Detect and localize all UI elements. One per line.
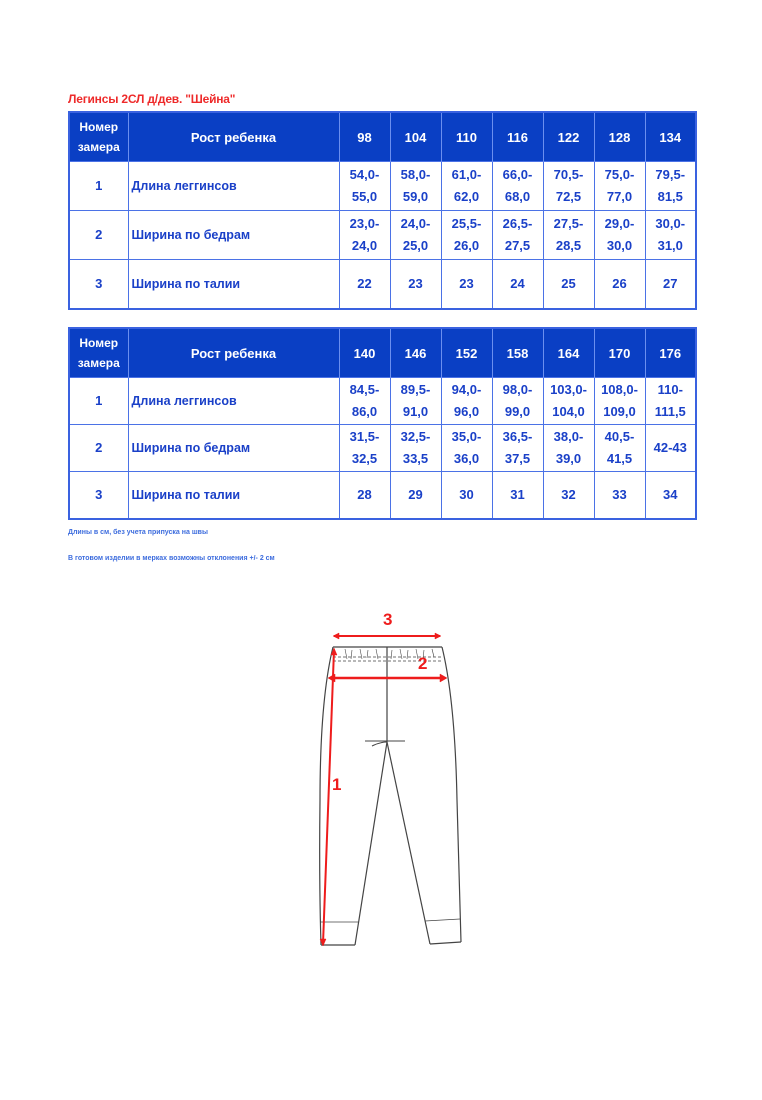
measurement-value (594, 211, 645, 260)
value-line: 98,0- (502, 382, 533, 397)
value-line: 91,0 (402, 404, 429, 419)
size-header: 146 (390, 328, 441, 378)
value-line: 108,0- (601, 382, 638, 397)
value-line: 24,0 (351, 238, 378, 253)
table-row (69, 425, 696, 472)
measurement-number: 2 (69, 425, 128, 472)
measurement-value (390, 472, 441, 520)
measurement-value (492, 162, 543, 211)
measurement-value (645, 162, 696, 211)
value-line: 104,0 (552, 404, 585, 419)
value-line: 24,0- (400, 216, 431, 231)
measurement-value (339, 378, 390, 425)
value-line: 23,0- (349, 216, 380, 231)
value-line: 34 (663, 487, 678, 502)
value-line: 28 (357, 487, 372, 502)
value-line: 70,5- (553, 167, 584, 182)
value-line: 99,0 (504, 404, 531, 419)
value-line: 32,5 (351, 451, 378, 466)
value-line: 33,5 (402, 451, 429, 466)
right-cuff-bottom (430, 942, 461, 944)
measurement-number-header (69, 328, 128, 378)
value-line: 81,5 (657, 189, 683, 204)
measurement-number: 3 (69, 472, 128, 520)
waist-measure-label: 3 (383, 610, 393, 629)
measurement-value (339, 425, 390, 472)
left-outer-seam (320, 647, 333, 945)
measurement-value (645, 378, 696, 425)
header-line: Номер (79, 336, 119, 350)
value-line: 77,0 (606, 189, 633, 204)
size-header: 104 (390, 112, 441, 162)
value-line: 31 (510, 487, 525, 502)
leggings-outline (320, 647, 461, 945)
child-height-header: Рост ребенка (128, 328, 339, 378)
measurement-name: Ширина по бедрам (128, 425, 339, 472)
table-row (69, 260, 696, 310)
right-outer-seam (442, 647, 461, 942)
measurement-name: Ширина по бедрам (128, 211, 339, 260)
measurement-value (645, 211, 696, 260)
value-line: 79,5- (655, 167, 686, 182)
value-line: 61,0- (451, 167, 482, 182)
measurement-value (390, 378, 441, 425)
value-line: 62,0 (453, 189, 480, 204)
measurement-value (543, 260, 594, 310)
measurement-value (594, 162, 645, 211)
measurement-value (390, 260, 441, 310)
measurement-number: 1 (69, 162, 128, 211)
measurement-number: 2 (69, 211, 128, 260)
measurement-value (492, 472, 543, 520)
size-header: 164 (543, 328, 594, 378)
size-header: 176 (645, 328, 696, 378)
value-line: 25,0 (402, 238, 429, 253)
measurement-value (441, 425, 492, 472)
value-line: 32,5- (400, 429, 431, 444)
value-line: 30 (459, 487, 474, 502)
value-line: 30,0- (655, 216, 686, 231)
value-line: 27,5 (504, 238, 531, 253)
measurement-number: 3 (69, 260, 128, 310)
measurement-name: Длина леггинсов (128, 378, 339, 425)
size-header: 128 (594, 112, 645, 162)
value-line: 54,0- (349, 167, 380, 182)
value-line: 89,5- (400, 382, 431, 397)
product-title: Легинсы 2СЛ д/дев. "Шейна" (68, 92, 236, 106)
value-line: 103,0- (550, 382, 587, 397)
value-line: 111,5 (654, 404, 686, 419)
measurement-name: Ширина по талии (128, 260, 339, 310)
measurement-number: 1 (69, 378, 128, 425)
measurement-value (594, 472, 645, 520)
measurement-value (645, 260, 696, 310)
value-line: 96,0 (453, 404, 480, 419)
measurement-value (543, 425, 594, 472)
hips-measure-label: 2 (418, 654, 428, 673)
measurement-value (339, 162, 390, 211)
value-line: 26 (612, 276, 627, 291)
measurement-value (543, 472, 594, 520)
value-line: 25,5- (451, 216, 482, 231)
table-row (69, 211, 696, 260)
measurement-value (441, 162, 492, 211)
table-header-row (69, 328, 696, 378)
value-line: 66,0- (502, 167, 533, 182)
value-line: 58,0- (400, 167, 431, 182)
value-line: 29 (408, 487, 423, 502)
size-header: 98 (339, 112, 390, 162)
size-header: 152 (441, 328, 492, 378)
value-line: 41,5 (606, 451, 633, 466)
measurement-number-header (69, 112, 128, 162)
value-line: 24 (510, 276, 525, 291)
measurement-value (492, 211, 543, 260)
value-line: 27,5- (553, 216, 584, 231)
size-table-1 (68, 111, 697, 310)
right-inner-seam (387, 742, 430, 944)
measurement-value (492, 378, 543, 425)
value-line: 40,5- (604, 429, 635, 444)
measurement-value (390, 211, 441, 260)
measurement-value (441, 472, 492, 520)
size-header: 122 (543, 112, 594, 162)
size-table-2 (68, 327, 697, 520)
measurement-value (390, 162, 441, 211)
value-line: 26,0 (453, 238, 480, 253)
measurement-value (594, 260, 645, 310)
value-line: 37,5 (504, 451, 531, 466)
value-line: 33 (612, 487, 627, 502)
size-header: 170 (594, 328, 645, 378)
size-header: 158 (492, 328, 543, 378)
right-cuff-line (425, 919, 460, 921)
table-body (69, 378, 696, 520)
value-line: 36,5- (502, 429, 533, 444)
value-line: 27 (663, 276, 678, 291)
table-header-row (69, 112, 696, 162)
measurement-value (594, 378, 645, 425)
table-row (69, 378, 696, 425)
value-line: 72,5 (555, 189, 582, 204)
header-line: Номер (79, 120, 119, 134)
value-line: 36,0 (453, 451, 480, 466)
leggings-diagram (300, 600, 480, 960)
measurement-value (441, 260, 492, 310)
measurement-value (339, 472, 390, 520)
header-line: замера (77, 356, 120, 370)
arrowhead (435, 633, 441, 639)
value-line: 26,5- (502, 216, 533, 231)
header-line: замера (77, 140, 120, 154)
measurement-value (594, 425, 645, 472)
measurement-value (492, 260, 543, 310)
value-line: 32 (561, 487, 576, 502)
value-line: 55,0 (351, 189, 378, 204)
measurement-value (441, 378, 492, 425)
length-measure-label: 1 (332, 775, 342, 794)
footnote-units: Длины в см, без учета припуска на швы (68, 529, 208, 536)
measurement-value (339, 260, 390, 310)
value-line: 68,0 (504, 189, 531, 204)
value-line: 31,0 (657, 238, 683, 253)
value-line: 59,0 (402, 189, 429, 204)
measurement-name: Длина леггинсов (128, 162, 339, 211)
value-line: 109,0 (603, 404, 636, 419)
value-line: 38,0- (553, 429, 584, 444)
measurement-value (543, 162, 594, 211)
value-line: 86,0 (351, 404, 378, 419)
measurement-value (339, 211, 390, 260)
value-line: 23 (459, 276, 474, 291)
arrowhead (333, 633, 339, 639)
footnote-tolerance: В готовом изделии в мерках возможны отклонения +/- 2 см (68, 555, 275, 562)
value-line: 39,0 (555, 451, 582, 466)
arrowhead (440, 674, 447, 682)
value-line: 23 (408, 276, 423, 291)
value-line: 29,0- (604, 216, 635, 231)
table-row (69, 472, 696, 520)
value-line: 42-43 (653, 440, 687, 455)
size-header: 110 (441, 112, 492, 162)
value-line: 31,5- (349, 429, 380, 444)
value-line: 35,0- (451, 429, 482, 444)
measurement-value (543, 378, 594, 425)
value-line: 94,0- (451, 382, 482, 397)
value-line: 28,5 (555, 238, 582, 253)
value-line: 22 (357, 276, 372, 291)
value-line: 110- (657, 382, 683, 397)
table-body (69, 162, 696, 310)
measurement-name: Ширина по талии (128, 472, 339, 520)
measurement-value (492, 425, 543, 472)
measurement-value (390, 425, 441, 472)
value-line: 30,0 (606, 238, 633, 253)
value-line: 25 (561, 276, 576, 291)
measurement-value (645, 472, 696, 520)
measurement-value (441, 211, 492, 260)
value-line: 75,0- (604, 167, 635, 182)
measurement-value (543, 211, 594, 260)
left-inner-seam (355, 742, 387, 945)
size-header: 134 (645, 112, 696, 162)
child-height-header: Рост ребенка (128, 112, 339, 162)
size-header: 140 (339, 328, 390, 378)
value-line: 84,5- (349, 382, 380, 397)
size-header: 116 (492, 112, 543, 162)
table-row (69, 162, 696, 211)
measurement-value (645, 425, 696, 472)
